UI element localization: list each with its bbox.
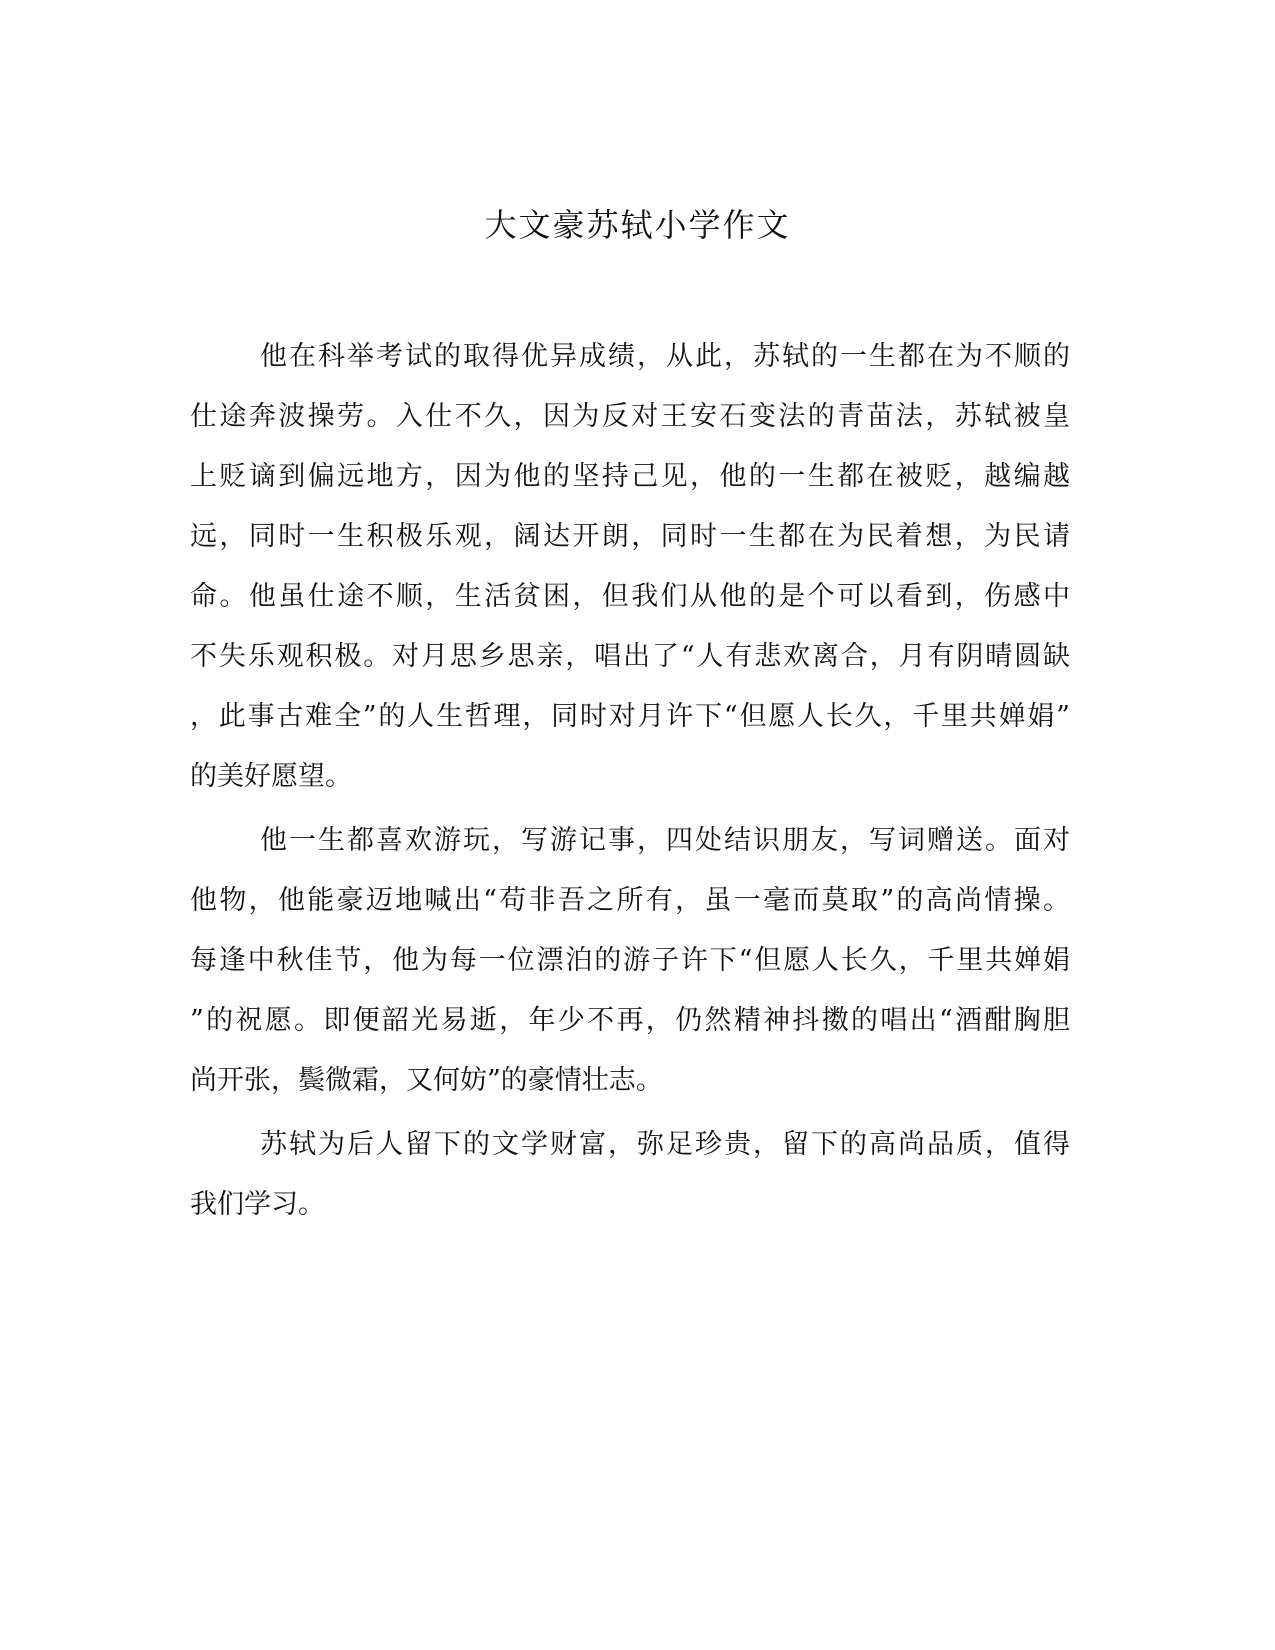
paragraph-line: 他物，他能豪迈地喊出“苟非吾之所有，虽一毫而莫取”的高尚情操。 [190,885,1070,916]
document-body [190,327,1070,1235]
paragraph-line: ”的祝愿。即便韶光易逝，年少不再，仍然精神抖擞的唱出“酒酣胸胆 [190,1005,1070,1036]
paragraph-line: 他一生都喜欢游玩，写游记事，四处结识朋友，写词赠送。面对 [260,825,1070,856]
paragraph-line: 命。他虽仕途不顺，生活贫困，但我们从他的是个可以看到，伤感中 [190,581,1070,612]
paragraph-line: 我们学习。 [190,1189,325,1220]
paragraph-line: 远，同时一生积极乐观，阔达开朗，同时一生都在为民着想，为民请 [190,521,1070,552]
paragraph-line: 他在科举考试的取得优异成绩，从此，苏轼的一生都在为不顺的 [260,341,1070,372]
paragraph-2 [190,811,1070,1111]
paragraph-1 [190,327,1070,807]
paragraph-3 [190,1115,1070,1235]
paragraph-line: 上贬谪到偏远地方，因为他的坚持己见，他的一生都在被贬，越编越 [190,461,1070,492]
paragraph-line: ，此事古难全”的人生哲理，同时对月许下“但愿人长久，千里共婵娟” [190,701,1070,732]
paragraph-line: 的美好愿望。 [190,761,352,792]
paragraph-line: 尚开张，鬓微霜，又何妨”的豪情壮志。 [190,1065,663,1096]
paragraph-line: 苏轼为后人留下的文学财富，弥足珍贵，留下的高尚品质，值得 [260,1129,1070,1160]
paragraph-line: 不失乐观积极。对月思乡思亲，唱出了“人有悲欢离合，月有阴晴圆缺 [190,641,1070,672]
document-title: 大文豪苏轼小学作文 [484,206,791,244]
paragraph-line: 每逢中秋佳节，他为每一位漂泊的游子许下“但愿人长久，千里共婵娟 [190,945,1070,976]
paragraph-line: 仕途奔波操劳。入仕不久，因为反对王安石变法的青苗法，苏轼被皇 [190,401,1070,432]
